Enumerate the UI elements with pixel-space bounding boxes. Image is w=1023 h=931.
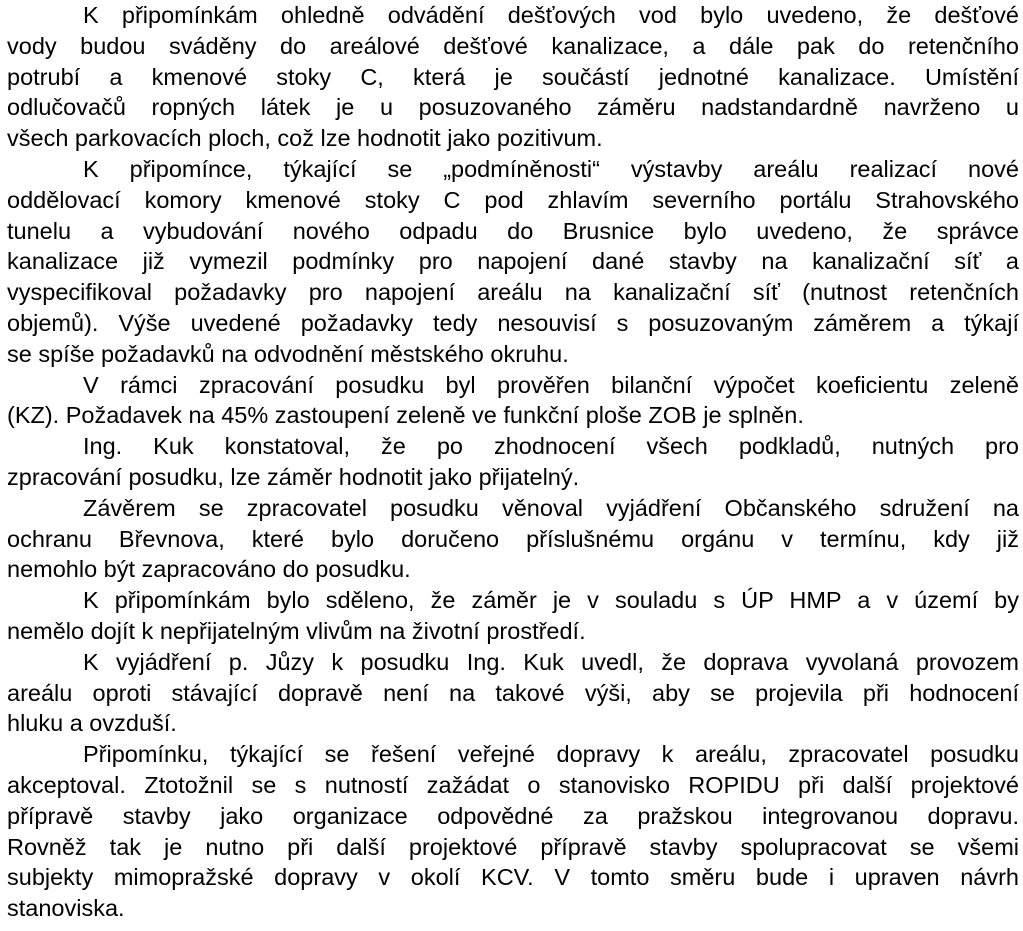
text-line: potrubí a kmenové stoky C, která je součástí jednotné kanalizace. Umístění (7, 63, 1019, 90)
paragraph-assessment-conclusion (7, 431, 1019, 493)
text-line: se spíše požadavků na odvodnění městského okruhu. (7, 340, 569, 367)
paragraph-stormwater (7, 0, 1019, 154)
text-line: ochranu Břevnova, které bylo doručeno příslušnému orgánu v termínu, kdy již (7, 525, 1019, 552)
text-line: Závěrem se zpracovatel posudku věnoval vyjádření Občanského sdružení na (83, 494, 1019, 521)
text-line: K připomínkám bylo sděleno, že záměr je v souladu s ÚP HMP a v území by (83, 587, 1019, 614)
text-line: vyspecifikoval požadavky pro napojení areálu na kanalizační síť (nutnost retenčních (7, 279, 1019, 306)
text-line: nemělo dojít k nepřijatelným vlivům na životní prostředí. (7, 617, 586, 644)
text-line: areálu oproti stávající dopravě není na takové výši, aby se projevila při hodnocení (7, 679, 1019, 706)
text-line: V rámci zpracování posudku byl prověřen bilanční výpočet koeficientu zeleně (83, 371, 1019, 398)
document-page (7, 0, 1019, 924)
text-line: K připomínkám ohledně odvádění dešťových vod bylo uvedeno, že dešťové (83, 2, 1019, 28)
text-line: hluku a ovzduší. (7, 710, 177, 737)
text-line: objemů). Výše uvedené požadavky tedy nesouvisí s posuzovaným záměrem a týkají (7, 309, 1019, 336)
text-line: všech parkovacích ploch, což lze hodnotit jako pozitivum. (7, 125, 603, 152)
text-line: odlučovačů ropných látek je u posuzovaného záměru nadstandardně navrženo u (7, 94, 1019, 121)
text-line: Rovněž tak je nutno při další projektové přípravě stavby spolupracovat se všemi (7, 833, 1019, 860)
paragraph-traffic-statement (7, 647, 1019, 739)
text-line: subjekty mimopražské dopravy v okolí KCV. V tomto směru bude i upraven návrh (7, 864, 1019, 891)
text-line: Připomínku, týkající se řešení veřejné dopravy k areálu, zpracovatel posudku (83, 741, 1019, 768)
text-line: zpracování posudku, lze záměr hodnotit jako přijatelný. (7, 463, 580, 490)
paragraph-civic-association (7, 493, 1019, 585)
paragraph-sewer-conditions (7, 154, 1019, 370)
paragraph-zoning-plan (7, 585, 1019, 647)
text-line: stanoviska. (7, 895, 125, 922)
text-line: K připomínce, týkající se „podmíněnosti“ výstavby areálu realizací nové (83, 155, 1019, 182)
text-line: akceptoval. Ztotožnil se s nutností zažádat o stanovisko ROPIDU při další projektové (7, 771, 1019, 798)
text-line: kanalizace již vymezil podmínky pro napojení dané stavby na kanalizační síť a (7, 248, 1019, 275)
paragraph-greenery-coefficient (7, 370, 1019, 432)
text-line: K vyjádření p. Jůzy k posudku Ing. Kuk uvedl, že doprava vyvolaná provozem (83, 648, 1019, 675)
text-line: přípravě stavby jako organizace odpovědné za pražskou integrovanou dopravu. (7, 802, 1019, 829)
text-line: Ing. Kuk konstatoval, že po zhodnocení všech podkladů, nutných pro (83, 433, 1019, 460)
text-line: nemohlo být zapracováno do posudku. (7, 556, 411, 583)
text-line: (KZ). Požadavek na 45% zastoupení zeleně ve funkční ploše ZOB je splněn. (7, 402, 804, 429)
text-line: vody budou sváděny do areálové dešťové kanalizace, a dále pak do retenčního (7, 32, 1019, 59)
text-line: oddělovací komory kmenové stoky C pod zhlavím severního portálu Strahovského (7, 186, 1019, 213)
text-line: tunelu a vybudování nového odpadu do Brusnice bylo uvedeno, že správce (7, 217, 1019, 244)
paragraph-public-transport (7, 739, 1019, 924)
